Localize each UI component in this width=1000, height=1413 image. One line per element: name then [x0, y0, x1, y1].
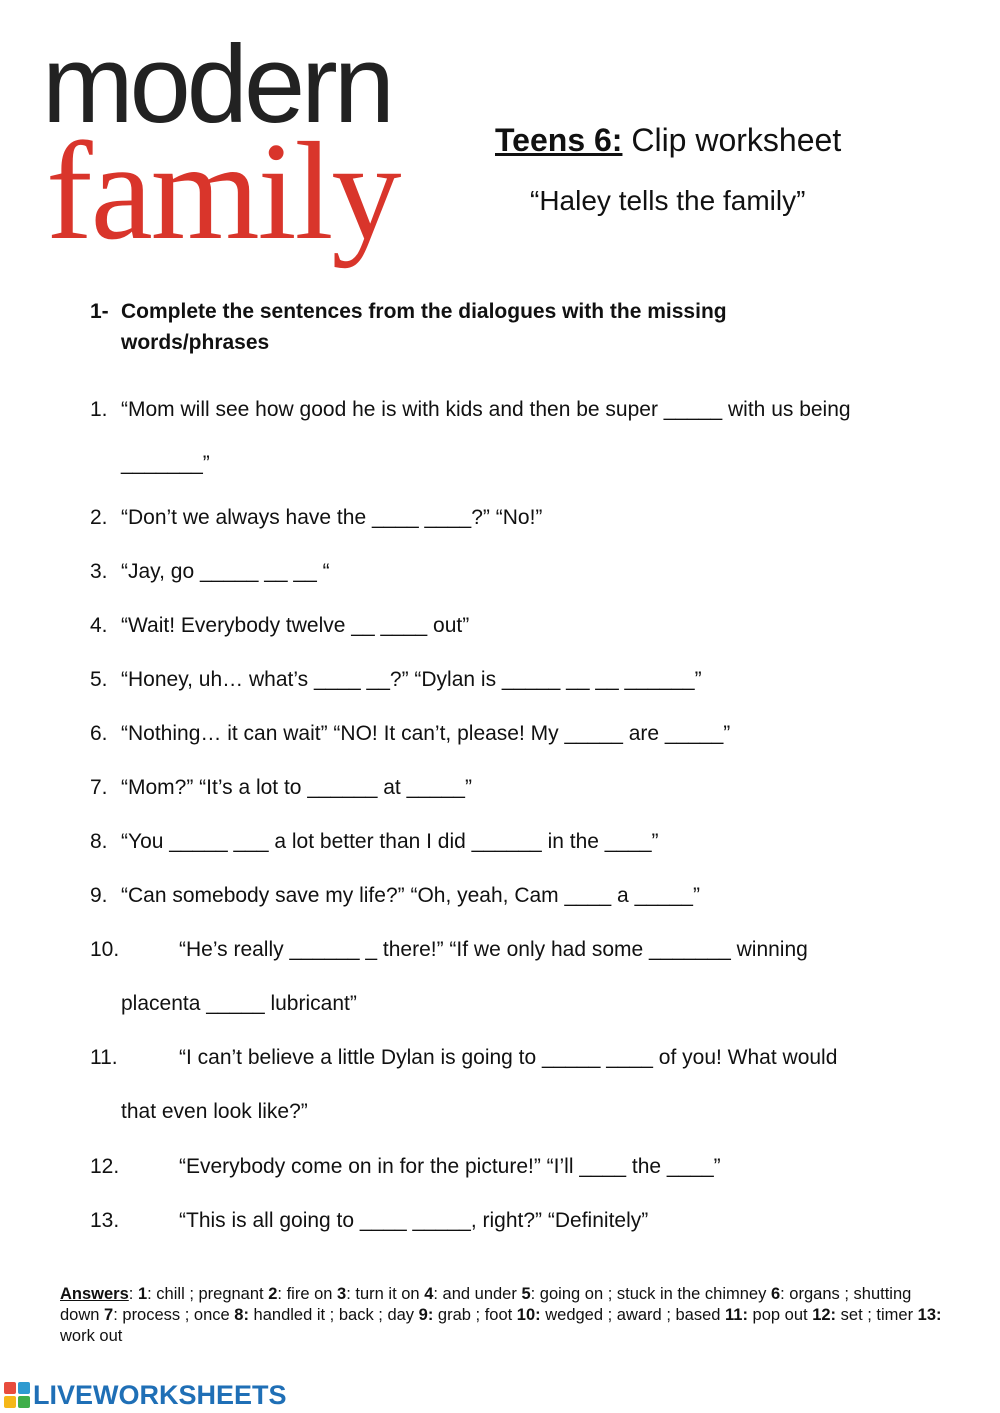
question-item [90, 398, 950, 480]
question-number: 8. [90, 830, 108, 853]
page-title [495, 122, 841, 159]
answer-value: : fire on [277, 1285, 338, 1303]
title-rest: Clip worksheet [622, 122, 842, 158]
answer-value: work out [60, 1327, 123, 1345]
answer-key: 2 [268, 1285, 278, 1303]
answer-key: 13: [917, 1306, 942, 1324]
answer-value: : process ; once [113, 1306, 235, 1324]
answer-key: 7 [104, 1306, 114, 1324]
logo-word-modern: modern [42, 23, 391, 146]
liveworksheets-brand: LIVEWORKSHEETS [33, 1379, 287, 1410]
liveworksheets-logo-icon [4, 1382, 30, 1408]
answer-value: : organs ; shutting down [60, 1285, 912, 1324]
question-item [90, 614, 950, 642]
answer-key: 11: [725, 1306, 748, 1324]
question-text: “This is all going to ____ _____, right?” “Definitely” [179, 1209, 649, 1232]
question-item [90, 1155, 950, 1183]
question-item [90, 1046, 950, 1128]
question-item [90, 722, 950, 750]
answer-value: grab ; foot [433, 1306, 517, 1324]
question-text: “Can somebody save my life?” “Oh, yeah, Cam ____ a _____” [121, 884, 700, 907]
instruction-text: Complete the sentences from the dialogues with the missing words/phrases [121, 300, 727, 354]
question-text: “Everybody come on in for the picture!” “I’ll ____ the ____” [179, 1155, 721, 1178]
question-text-continued: that even look like?” [121, 1100, 308, 1123]
answer-key: 6 [770, 1285, 781, 1303]
question-text: “You _____ ___ a lot better than I did ______ in the ____” [121, 830, 659, 853]
question-text: “Mom?” “It’s a lot to ______ at _____” [121, 776, 472, 799]
question-number: 12. [90, 1155, 120, 1178]
answer-value: : and under [433, 1285, 522, 1303]
answer-key: 1 [137, 1285, 148, 1303]
question-number: 13. [90, 1209, 120, 1232]
answer-value: set ; timer [836, 1306, 918, 1324]
page-subtitle: “Haley tells the family” [530, 185, 806, 216]
question-text: “Don’t we always have the ____ ____?” “No!” [121, 506, 543, 529]
question-item [90, 668, 950, 696]
answer-key: 4 [424, 1285, 434, 1303]
question-text-continued: _______” [121, 452, 210, 475]
question-item [90, 1209, 950, 1237]
question-text: “He’s really ______ _ there!” “If we only had some _______ winning [179, 938, 808, 961]
question-number: 5. [90, 668, 108, 691]
question-item [90, 506, 950, 534]
question-number: 4. [90, 614, 108, 637]
question-number: 3. [90, 560, 108, 583]
logo-word-family: family [46, 114, 400, 269]
question-item [90, 884, 950, 912]
question-text: “Nothing… it can wait” “NO! It can’t, please! My _____ are _____” [121, 722, 731, 745]
question-number: 10. [90, 938, 120, 961]
answers-label: Answers [60, 1285, 129, 1303]
question-text: “I can’t believe a little Dylan is going to _____ ____ of you! What would [179, 1046, 838, 1069]
question-text: “Wait! Everybody twelve __ ____ out” [121, 614, 470, 637]
question-number: 9. [90, 884, 108, 907]
question-number: 7. [90, 776, 108, 799]
answer-key: 12: [812, 1306, 837, 1324]
answer-value: pop out [747, 1306, 813, 1324]
answer-key: 9: [418, 1306, 434, 1324]
question-text: “Jay, go _____ __ __ “ [121, 560, 330, 583]
question-text: “Mom will see how good he is with kids and then be super _____ with us being [121, 398, 851, 421]
question-item [90, 830, 950, 858]
question-text-continued: placenta _____ lubricant” [121, 992, 357, 1015]
question-text: “Honey, uh… what’s ____ __?” “Dylan is _____ __ __ ______” [121, 668, 702, 691]
answer-value: : turn it on [346, 1285, 425, 1303]
answer-key: 5 [521, 1285, 531, 1303]
answer-value: : chill ; pregnant [147, 1285, 269, 1303]
liveworksheets-footer [4, 1380, 287, 1410]
instruction-number: 1- [90, 300, 109, 323]
answer-value: handled it ; back ; day [248, 1306, 419, 1324]
answer-key: 10: [516, 1306, 541, 1324]
instruction [90, 296, 850, 358]
answers-block: Answers: 1: chill ; pregnant 2: fire on 3: turn it on 4: and under 5: going on ; stuck in the chimney 6: organs ; shutting down 7: process ; once 8: handled it ; back ; day 9: grab ; foot 10: wedged ; award ; based 11: pop out 12: set ; timer 13: work out [60, 1285, 942, 1345]
answer-key: 3 [337, 1285, 347, 1303]
answer-key: 8: [234, 1306, 249, 1324]
question-number: 2. [90, 506, 108, 529]
question-item [90, 776, 950, 804]
question-number: 6. [90, 722, 108, 745]
question-number: 1. [90, 398, 108, 421]
question-item [90, 560, 950, 588]
answer-value: : going on ; stuck in the chimney [530, 1285, 771, 1303]
title-bold: Teens 6: [495, 122, 623, 158]
question-number: 11. [90, 1046, 118, 1069]
question-item [90, 938, 950, 1020]
modern-family-logo [40, 23, 420, 280]
answer-value: wedged ; award ; based [540, 1306, 726, 1324]
